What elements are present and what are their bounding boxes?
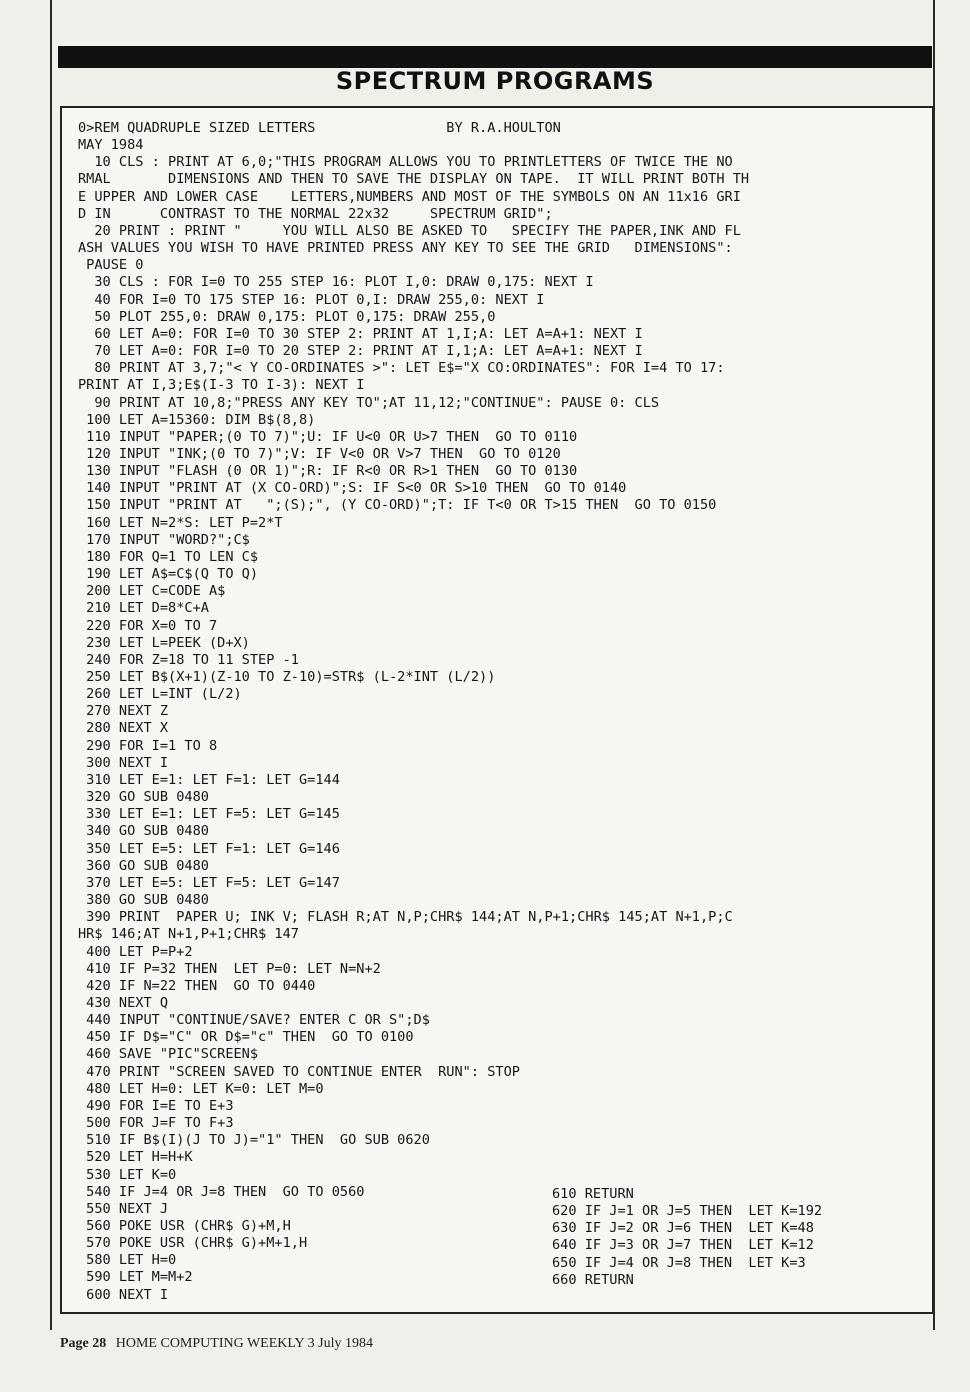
code-line: PRINT AT I,3;E$(I-3 TO I-3): NEXT I: [78, 377, 365, 394]
code-line: PAUSE 0: [78, 257, 144, 274]
code-line: MAY 1984: [78, 137, 144, 154]
code-line: 270 NEXT Z: [78, 703, 169, 720]
code-line: 460 SAVE "PIC"SCREEN$: [78, 1046, 259, 1063]
code-line: 100 LET A=15360: DIM B$(8,8): [78, 411, 316, 428]
code-line: 170 INPUT "WORD?";C$: [78, 531, 250, 548]
code-line: 190 LET A$=C$(Q TO Q): [78, 566, 259, 583]
code-line: 240 FOR Z=18 TO 11 STEP -1: [78, 651, 299, 668]
page-number: Page 28: [60, 1336, 107, 1351]
code-line: 60 LET A=0: FOR I=0 TO 30 STEP 2: PRINT AT 1,I;A: LET A=A+1: NEXT I: [78, 325, 643, 342]
code-line: 560 POKE USR (CHR$ G)+M,H: [78, 1218, 291, 1234]
code-line: 70 LET A=0: FOR I=0 TO 20 STEP 2: PRINT AT I,1;A: LET A=A+1: NEXT I: [78, 343, 643, 360]
code-line: 610 RETURN: [552, 1186, 634, 1202]
code-line: 260 LET L=INT (L/2): [78, 686, 242, 703]
code-line: 210 LET D=8*C+A: [78, 600, 209, 617]
code-line: 280 NEXT X: [78, 720, 169, 737]
code-line: 620 IF J=1 OR J=5 THEN LET K=192: [552, 1203, 823, 1220]
code-line: 110 INPUT "PAPER;(0 TO 7)";U: IF U<0 OR U>7 THEN GO TO 0110: [78, 428, 578, 445]
code-line: 230 LET L=PEEK (D+X): [78, 634, 250, 651]
code-line: 440 INPUT "CONTINUE/SAVE? ENTER C OR S";D$: [78, 1012, 430, 1029]
code-line: 90 PRINT AT 10,8;"PRESS ANY KEY TO";AT 11,12;"CONTINUE": PAUSE 0: CLS: [78, 394, 660, 411]
code-line: 140 INPUT "PRINT AT (X CO-ORD)";S: IF S<0 OR S>10 THEN GO TO 0140: [78, 480, 627, 497]
code-line: 180 FOR Q=1 TO LEN C$: [78, 548, 259, 565]
code-line: 420 IF N=22 THEN GO TO 0440: [78, 977, 316, 994]
code-line: 330 LET E=1: LET F=5: LET G=145: [78, 806, 340, 823]
code-line: 320 GO SUB 0480: [78, 789, 209, 806]
code-line: 30 CLS : FOR I=0 TO 255 STEP 16: PLOT I,0: DRAW 0,175: NEXT I: [78, 274, 594, 291]
code-line: HR$ 146;AT N+1,P+1;CHR$ 147: [78, 926, 299, 943]
code-line: 220 FOR X=0 TO 7: [78, 617, 218, 634]
code-line: 10 CLS : PRINT AT 6,0;"THIS PROGRAM ALLOWS YOU TO PRINTLETTERS OF TWICE THE NO: [78, 154, 733, 171]
code-line: 540 IF J=4 OR J=8 THEN GO TO 0560: [78, 1183, 365, 1200]
code-line: ASH VALUES YOU WISH TO HAVE PRINTED PRESS ANY KEY TO SEE THE GRID DIMENSIONS":: [78, 240, 733, 257]
code-line: 350 LET E=5: LET F=1: LET G=146: [78, 840, 340, 857]
code-line: 410 IF P=32 THEN LET P=0: LET N=N+2: [78, 960, 381, 977]
code-line: 580 LET H=0: [78, 1252, 177, 1269]
code-line: 520 LET H=H+K: [78, 1149, 193, 1166]
code-line: 0>REM QUADRUPLE SIZED LETTERS BY R.A.HOULTON: [78, 120, 561, 136]
code-line: 600 NEXT I: [78, 1286, 169, 1303]
code-line: 380 GO SUB 0480: [78, 892, 209, 909]
code-line: 300 NEXT I: [78, 754, 169, 771]
code-line: 360 GO SUB 0480: [78, 857, 209, 874]
publication-line: HOME COMPUTING WEEKLY 3 July 1984: [115, 1336, 373, 1351]
code-line: 450 IF D$="C" OR D$="c" THEN GO TO 0100: [78, 1029, 414, 1046]
code-line: 390 PRINT PAPER U; INK V; FLASH R;AT N,P;CHR$ 144;AT N,P+1;CHR$ 145;AT N+1,P;C: [78, 909, 733, 926]
code-line: 370 LET E=5: LET F=5: LET G=147: [78, 874, 340, 891]
code-line: 160 LET N=2*S: LET P=2*T: [78, 514, 283, 531]
code-line: E UPPER AND LOWER CASE LETTERS,NUMBERS AND MOST OF THE SYMBOLS ON AN 11x16 GRI: [78, 188, 741, 205]
code-line: RMAL DIMENSIONS AND THEN TO SAVE THE DISPLAY ON TAPE. IT WILL PRINT BOTH TH: [78, 171, 750, 188]
code-line: 20 PRINT : PRINT " YOU WILL ALSO BE ASKED TO SPECIFY THE PAPER,INK AND FL: [78, 222, 741, 239]
code-line: 470 PRINT "SCREEN SAVED TO CONTINUE ENTER RUN": STOP: [78, 1063, 520, 1080]
code-line: 40 FOR I=0 TO 175 STEP 16: PLOT 0,I: DRAW 255,0: NEXT I: [78, 291, 545, 308]
code-block-main: [78, 120, 918, 1304]
code-line: 640 IF J=3 OR J=7 THEN LET K=12: [552, 1237, 814, 1254]
code-line: D IN CONTRAST TO THE NORMAL 22x32 SPECTRUM GRID";: [78, 205, 553, 222]
code-line: 250 LET B$(X+1)(Z-10 TO Z-10)=STR$ (L-2*INT (L/2)): [78, 669, 496, 685]
code-line: 570 POKE USR (CHR$ G)+M+1,H: [78, 1235, 308, 1252]
code-line: 480 LET H=0: LET K=0: LET M=0: [78, 1080, 324, 1097]
program-listing: [60, 106, 934, 1314]
code-line: 550 NEXT J: [78, 1200, 169, 1217]
left-rule: [50, 0, 52, 1330]
code-line: 290 FOR I=1 TO 8: [78, 737, 218, 754]
code-line: 430 NEXT Q: [78, 994, 169, 1011]
code-line: 490 FOR I=E TO E+3: [78, 1097, 234, 1114]
code-line: 50 PLOT 255,0: DRAW 0,175: PLOT 0,175: DRAW 255,0: [78, 308, 496, 325]
code-line: 80 PRINT AT 3,7;"< Y CO-ORDINATES >": LET E$="X CO:ORDINATES": FOR I=4 TO 17:: [78, 360, 725, 377]
code-line: 200 LET C=CODE A$: [78, 583, 226, 600]
code-line: 530 LET K=0: [78, 1166, 177, 1183]
code-line: 630 IF J=2 OR J=6 THEN LET K=48: [552, 1220, 814, 1237]
code-line: 400 LET P=P+2: [78, 943, 193, 960]
header-bar: [58, 46, 932, 68]
code-line: 500 FOR J=F TO F+3: [78, 1115, 234, 1132]
page-footer: [60, 1336, 373, 1352]
code-line: 130 INPUT "FLASH (0 OR 1)";R: IF R<0 OR R>1 THEN GO TO 0130: [78, 463, 578, 480]
code-line: 590 LET M=M+2: [78, 1269, 193, 1286]
code-line: 340 GO SUB 0480: [78, 823, 209, 840]
code-block-side: [552, 1186, 822, 1289]
code-line: 310 LET E=1: LET F=1: LET G=144: [78, 771, 340, 788]
code-line: 510 IF B$(I)(J TO J)="1" THEN GO SUB 0620: [78, 1132, 430, 1149]
page-title: SPECTRUM PROGRAMS: [335, 67, 655, 95]
code-line: 650 IF J=4 OR J=8 THEN LET K=3: [552, 1254, 806, 1271]
code-line: 120 INPUT "INK;(0 TO 7)";V: IF V<0 OR V>7 THEN GO TO 0120: [78, 445, 561, 462]
code-line: 150 INPUT "PRINT AT ";(S);", (Y CO-ORD)";T: IF T<0 OR T>15 THEN GO TO 0150: [78, 497, 717, 514]
code-line: 660 RETURN: [552, 1271, 634, 1288]
